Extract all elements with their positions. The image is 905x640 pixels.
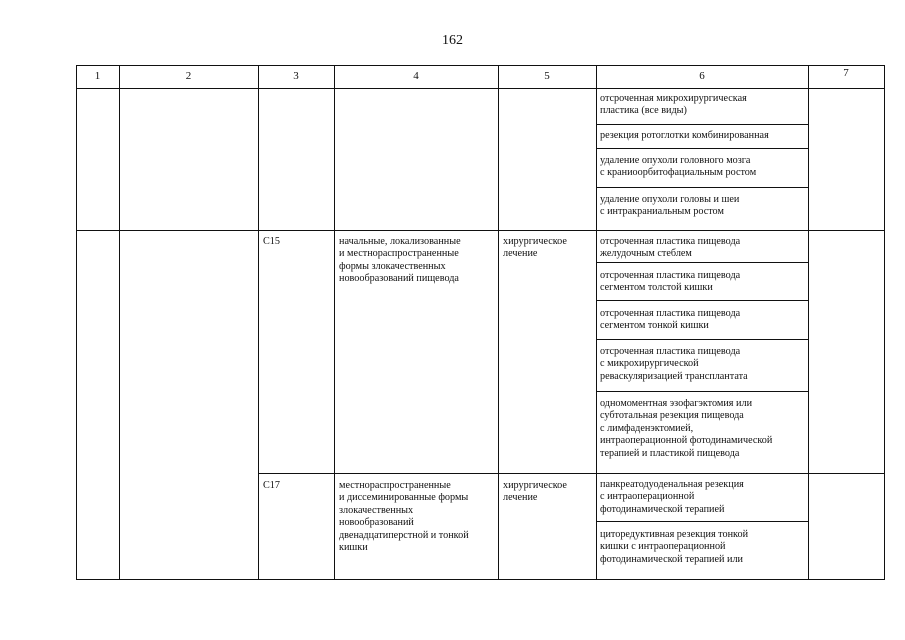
col-line-3 [334,65,335,580]
col-line-7 [884,65,885,580]
header-col-7: 7 [843,67,849,79]
header-col-2: 2 [185,70,192,82]
procedure-cell: циторедуктивная резекция тонкой кишки с интраоперационной фотодинамической терапией или [600,529,749,565]
col-line-0 [76,65,77,580]
subrow-separator [596,187,809,188]
subrow-separator [596,148,809,149]
header-col-6: 6 [699,70,705,82]
col-line-1 [119,65,120,580]
procedure-cell: отсроченная микрохирургическая пластика (все виды) [600,93,747,117]
subrow-separator [596,124,809,125]
procedure-cell: отсроченная пластика пищевода сегментом толстой кишки [600,270,741,294]
diagnosis-cell: начальные, локализованные и местнораспространенные формы злокачественных новообразований пищевода [339,236,461,285]
code-cell: C15 [263,236,280,247]
header-col-3: 3 [293,70,299,82]
procedure-cell: одномоментная эзофагэктомия или субтотальная резекция пищевода с лимфаденэктомией, интраоперационной фотодинамической терапией и пластикой пищевода [600,398,773,459]
subrow-separator [596,262,809,263]
procedure-cell: удаление опухоли головного мозга с краниоорбитофациальным ростом [600,155,757,179]
header-col-4: 4 [413,70,419,82]
procedure-cell: панкреатодуоденальная резекция с интраоперационной фотодинамической терапией [600,479,744,515]
procedure-cell: удаление опухоли головы и шеи с интракраниальным ростом [600,194,740,218]
treatment-cell: хирургическое лечение [503,236,567,260]
row-separator-2 [258,473,885,474]
procedure-cell: резекция ротоглотки комбинированная [600,130,769,141]
col-line-2 [258,65,259,580]
col-line-4 [498,65,499,580]
procedure-cell: отсроченная пластика пищевода с микрохирургической реваскуляризацией трансплантата [600,346,748,382]
table-bottom-border [76,579,885,580]
subrow-separator [596,391,809,392]
procedure-cell: отсроченная пластика пищевода желудочным стеблем [600,236,741,260]
row-separator-1 [76,230,885,231]
subrow-separator [596,300,809,301]
code-cell: C17 [263,480,280,491]
col-line-6 [808,65,809,580]
subrow-separator [596,521,809,522]
page-number: 162 [442,33,463,48]
subrow-separator [596,339,809,340]
table-top-border [76,65,885,66]
diagnosis-cell: местнораспространенные и диссеминированные формы злокачественных новообразований двенадцатиперстной и тонкой кишки [339,480,469,554]
header-col-5: 5 [544,70,550,82]
header-bottom-border [76,88,885,89]
treatment-cell: хирургическое лечение [503,480,567,504]
col-line-5 [596,65,597,580]
header-col-1: 1 [94,70,101,82]
procedure-cell: отсроченная пластика пищевода сегментом тонкой кишки [600,308,741,332]
